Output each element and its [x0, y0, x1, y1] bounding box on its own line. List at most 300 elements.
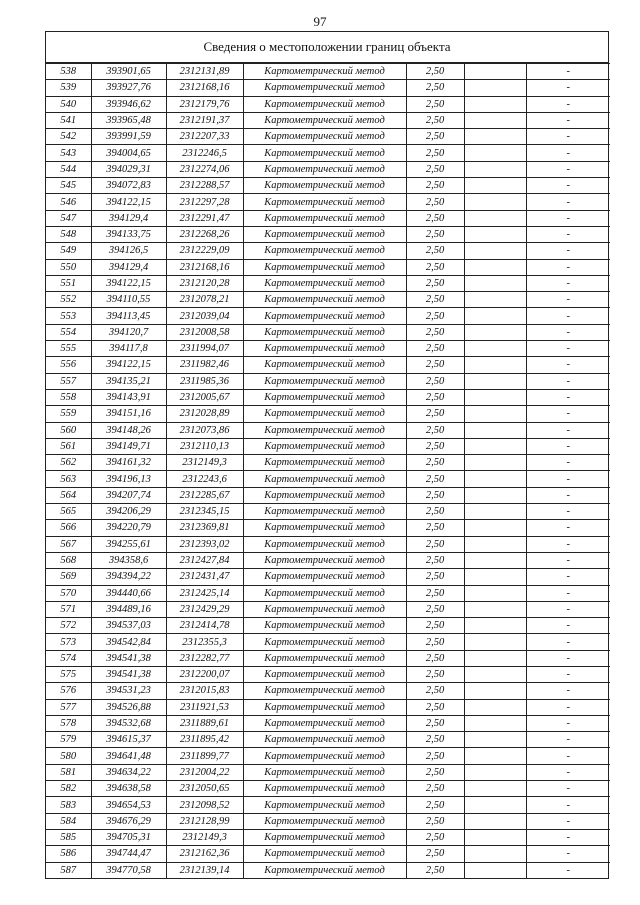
point-number-cell: 583 — [46, 797, 91, 813]
method-cell: Картометрический метод — [243, 161, 406, 177]
accuracy-cell: 2,50 — [406, 406, 464, 422]
accuracy-cell: 2,50 — [406, 683, 464, 699]
y-coordinate-cell: 2312297,28 — [166, 194, 243, 210]
method-cell: Картометрический метод — [243, 341, 406, 357]
accuracy-cell: 2,50 — [406, 781, 464, 797]
point-number-cell: 561 — [46, 438, 91, 454]
table-row — [46, 650, 610, 666]
table-row — [46, 438, 610, 454]
x-coordinate-cell: 393946,62 — [91, 96, 166, 112]
accuracy-cell: 2,50 — [406, 129, 464, 145]
method-cell: Картометрический метод — [243, 406, 406, 422]
extra-cell — [464, 471, 526, 487]
x-coordinate-cell: 394207,74 — [91, 487, 166, 503]
x-coordinate-cell: 394440,66 — [91, 585, 166, 601]
extra-cell — [464, 504, 526, 520]
point-number-cell: 538 — [46, 64, 91, 80]
x-coordinate-cell: 394161,32 — [91, 455, 166, 471]
point-number-cell: 585 — [46, 829, 91, 845]
extra-cell — [464, 455, 526, 471]
extra-cell — [464, 194, 526, 210]
accuracy-cell: 2,50 — [406, 178, 464, 194]
x-coordinate-cell: 394029,31 — [91, 161, 166, 177]
description-cell: - — [526, 64, 610, 80]
y-coordinate-cell: 2312078,21 — [166, 292, 243, 308]
extra-cell — [464, 585, 526, 601]
accuracy-cell: 2,50 — [406, 601, 464, 617]
method-cell: Картометрический метод — [243, 634, 406, 650]
description-cell: - — [526, 129, 610, 145]
description-cell: - — [526, 178, 610, 194]
table-row — [46, 715, 610, 731]
method-cell: Картометрический метод — [243, 715, 406, 731]
accuracy-cell: 2,50 — [406, 797, 464, 813]
x-coordinate-cell: 393965,48 — [91, 112, 166, 128]
description-cell: - — [526, 357, 610, 373]
accuracy-cell: 2,50 — [406, 80, 464, 96]
point-number-cell: 586 — [46, 846, 91, 862]
x-coordinate-cell: 394638,58 — [91, 781, 166, 797]
description-cell: - — [526, 210, 610, 226]
point-number-cell: 570 — [46, 585, 91, 601]
extra-cell — [464, 699, 526, 715]
description-cell: - — [526, 243, 610, 259]
method-cell: Картометрический метод — [243, 145, 406, 161]
accuracy-cell: 2,50 — [406, 145, 464, 161]
accuracy-cell: 2,50 — [406, 292, 464, 308]
method-cell: Картометрический метод — [243, 422, 406, 438]
accuracy-cell: 2,50 — [406, 324, 464, 340]
x-coordinate-cell: 394489,16 — [91, 601, 166, 617]
point-number-cell: 579 — [46, 732, 91, 748]
y-coordinate-cell: 2311985,36 — [166, 373, 243, 389]
method-cell: Картометрический метод — [243, 226, 406, 242]
description-cell: - — [526, 194, 610, 210]
y-coordinate-cell: 2312200,07 — [166, 666, 243, 682]
x-coordinate-cell: 394072,83 — [91, 178, 166, 194]
accuracy-cell: 2,50 — [406, 715, 464, 731]
x-coordinate-cell: 394634,22 — [91, 764, 166, 780]
point-number-cell: 557 — [46, 373, 91, 389]
y-coordinate-cell: 2312425,14 — [166, 585, 243, 601]
accuracy-cell: 2,50 — [406, 96, 464, 112]
table-row — [46, 813, 610, 829]
method-cell: Картометрический метод — [243, 781, 406, 797]
x-coordinate-cell: 394151,16 — [91, 406, 166, 422]
method-cell: Картометрический метод — [243, 862, 406, 878]
y-coordinate-cell: 2312207,33 — [166, 129, 243, 145]
point-number-cell: 556 — [46, 357, 91, 373]
accuracy-cell: 2,50 — [406, 243, 464, 259]
y-coordinate-cell: 2312004,22 — [166, 764, 243, 780]
description-cell: - — [526, 520, 610, 536]
point-number-cell: 544 — [46, 161, 91, 177]
method-cell: Картометрический метод — [243, 699, 406, 715]
point-number-cell: 563 — [46, 471, 91, 487]
table-row — [46, 259, 610, 275]
coordinates-table — [46, 63, 610, 878]
x-coordinate-cell: 394122,15 — [91, 357, 166, 373]
description-cell: - — [526, 341, 610, 357]
accuracy-cell: 2,50 — [406, 161, 464, 177]
y-coordinate-cell: 2311982,46 — [166, 357, 243, 373]
y-coordinate-cell: 2312149,3 — [166, 829, 243, 845]
method-cell: Картометрический метод — [243, 112, 406, 128]
table-row — [46, 112, 610, 128]
extra-cell — [464, 292, 526, 308]
extra-cell — [464, 357, 526, 373]
accuracy-cell: 2,50 — [406, 829, 464, 845]
description-cell: - — [526, 715, 610, 731]
y-coordinate-cell: 2312246,5 — [166, 145, 243, 161]
description-cell: - — [526, 797, 610, 813]
point-number-cell: 552 — [46, 292, 91, 308]
table-row — [46, 781, 610, 797]
method-cell: Картометрический метод — [243, 210, 406, 226]
x-coordinate-cell: 394004,65 — [91, 145, 166, 161]
point-number-cell: 554 — [46, 324, 91, 340]
method-cell: Картометрический метод — [243, 650, 406, 666]
y-coordinate-cell: 2312005,67 — [166, 389, 243, 405]
description-cell: - — [526, 748, 610, 764]
method-cell: Картометрический метод — [243, 732, 406, 748]
point-number-cell: 576 — [46, 683, 91, 699]
extra-cell — [464, 129, 526, 145]
y-coordinate-cell: 2312110,13 — [166, 438, 243, 454]
table-row — [46, 764, 610, 780]
extra-cell — [464, 341, 526, 357]
description-cell: - — [526, 145, 610, 161]
y-coordinate-cell: 2312073,86 — [166, 422, 243, 438]
y-coordinate-cell: 2312291,47 — [166, 210, 243, 226]
x-coordinate-cell: 394615,37 — [91, 732, 166, 748]
method-cell: Картометрический метод — [243, 455, 406, 471]
accuracy-cell: 2,50 — [406, 748, 464, 764]
method-cell: Картометрический метод — [243, 129, 406, 145]
table-row — [46, 829, 610, 845]
point-number-cell: 549 — [46, 243, 91, 259]
description-cell: - — [526, 259, 610, 275]
point-number-cell: 553 — [46, 308, 91, 324]
method-cell: Картометрический метод — [243, 748, 406, 764]
table-row — [46, 862, 610, 878]
accuracy-cell: 2,50 — [406, 552, 464, 568]
table-row — [46, 129, 610, 145]
accuracy-cell: 2,50 — [406, 732, 464, 748]
accuracy-cell: 2,50 — [406, 438, 464, 454]
method-cell: Картометрический метод — [243, 846, 406, 862]
boundary-table-container — [45, 31, 609, 879]
table-row — [46, 422, 610, 438]
y-coordinate-cell: 2312243,6 — [166, 471, 243, 487]
description-cell: - — [526, 683, 610, 699]
point-number-cell: 567 — [46, 536, 91, 552]
point-number-cell: 546 — [46, 194, 91, 210]
table-row — [46, 471, 610, 487]
x-coordinate-cell: 394542,84 — [91, 634, 166, 650]
point-number-cell: 575 — [46, 666, 91, 682]
accuracy-cell: 2,50 — [406, 520, 464, 536]
extra-cell — [464, 243, 526, 259]
point-number-cell: 573 — [46, 634, 91, 650]
accuracy-cell: 2,50 — [406, 569, 464, 585]
x-coordinate-cell: 394541,38 — [91, 666, 166, 682]
table-row — [46, 666, 610, 682]
table-row — [46, 389, 610, 405]
extra-cell — [464, 96, 526, 112]
accuracy-cell: 2,50 — [406, 357, 464, 373]
method-cell: Картометрический метод — [243, 536, 406, 552]
y-coordinate-cell: 2312414,78 — [166, 618, 243, 634]
x-coordinate-cell: 394531,23 — [91, 683, 166, 699]
x-coordinate-cell: 394196,13 — [91, 471, 166, 487]
description-cell: - — [526, 699, 610, 715]
accuracy-cell: 2,50 — [406, 341, 464, 357]
table-row — [46, 504, 610, 520]
x-coordinate-cell: 394143,91 — [91, 389, 166, 405]
method-cell: Картометрический метод — [243, 569, 406, 585]
description-cell: - — [526, 781, 610, 797]
y-coordinate-cell: 2312355,3 — [166, 634, 243, 650]
table-row — [46, 569, 610, 585]
extra-cell — [464, 536, 526, 552]
table-row — [46, 275, 610, 291]
table-row — [46, 455, 610, 471]
description-cell: - — [526, 618, 610, 634]
extra-cell — [464, 259, 526, 275]
table-row — [46, 585, 610, 601]
point-number-cell: 578 — [46, 715, 91, 731]
point-number-cell: 541 — [46, 112, 91, 128]
method-cell: Картометрический метод — [243, 373, 406, 389]
description-cell: - — [526, 96, 610, 112]
extra-cell — [464, 569, 526, 585]
x-coordinate-cell: 394129,4 — [91, 259, 166, 275]
description-cell: - — [526, 389, 610, 405]
method-cell: Картометрический метод — [243, 292, 406, 308]
table-row — [46, 732, 610, 748]
x-coordinate-cell: 394148,26 — [91, 422, 166, 438]
table-row — [46, 683, 610, 699]
method-cell: Картометрический метод — [243, 585, 406, 601]
y-coordinate-cell: 2312285,67 — [166, 487, 243, 503]
extra-cell — [464, 389, 526, 405]
x-coordinate-cell: 393901,65 — [91, 64, 166, 80]
method-cell: Картометрический метод — [243, 80, 406, 96]
extra-cell — [464, 813, 526, 829]
accuracy-cell: 2,50 — [406, 455, 464, 471]
point-number-cell: 559 — [46, 406, 91, 422]
extra-cell — [464, 618, 526, 634]
point-number-cell: 581 — [46, 764, 91, 780]
description-cell: - — [526, 455, 610, 471]
extra-cell — [464, 226, 526, 242]
table-row — [46, 618, 610, 634]
table-row — [46, 373, 610, 389]
accuracy-cell: 2,50 — [406, 259, 464, 275]
description-cell: - — [526, 487, 610, 503]
description-cell: - — [526, 275, 610, 291]
y-coordinate-cell: 2312008,58 — [166, 324, 243, 340]
method-cell: Картометрический метод — [243, 601, 406, 617]
y-coordinate-cell: 2312050,65 — [166, 781, 243, 797]
description-cell: - — [526, 536, 610, 552]
y-coordinate-cell: 2312429,29 — [166, 601, 243, 617]
table-row — [46, 846, 610, 862]
description-cell: - — [526, 324, 610, 340]
method-cell: Картометрический метод — [243, 813, 406, 829]
extra-cell — [464, 438, 526, 454]
extra-cell — [464, 308, 526, 324]
method-cell: Картометрический метод — [243, 829, 406, 845]
extra-cell — [464, 601, 526, 617]
extra-cell — [464, 80, 526, 96]
point-number-cell: 582 — [46, 781, 91, 797]
extra-cell — [464, 324, 526, 340]
point-number-cell: 540 — [46, 96, 91, 112]
description-cell: - — [526, 601, 610, 617]
point-number-cell: 555 — [46, 341, 91, 357]
table-row — [46, 601, 610, 617]
method-cell: Картометрический метод — [243, 487, 406, 503]
description-cell: - — [526, 422, 610, 438]
x-coordinate-cell: 394641,48 — [91, 748, 166, 764]
accuracy-cell: 2,50 — [406, 389, 464, 405]
point-number-cell: 574 — [46, 650, 91, 666]
y-coordinate-cell: 2312393,02 — [166, 536, 243, 552]
extra-cell — [464, 781, 526, 797]
point-number-cell: 551 — [46, 275, 91, 291]
method-cell: Картометрический метод — [243, 324, 406, 340]
method-cell: Картометрический метод — [243, 520, 406, 536]
point-number-cell: 572 — [46, 618, 91, 634]
y-coordinate-cell: 2312139,14 — [166, 862, 243, 878]
point-number-cell: 539 — [46, 80, 91, 96]
table-row — [46, 406, 610, 422]
x-coordinate-cell: 394541,38 — [91, 650, 166, 666]
x-coordinate-cell: 394133,75 — [91, 226, 166, 242]
x-coordinate-cell: 394206,29 — [91, 504, 166, 520]
y-coordinate-cell: 2312179,76 — [166, 96, 243, 112]
accuracy-cell: 2,50 — [406, 422, 464, 438]
point-number-cell: 545 — [46, 178, 91, 194]
extra-cell — [464, 422, 526, 438]
point-number-cell: 571 — [46, 601, 91, 617]
accuracy-cell: 2,50 — [406, 618, 464, 634]
point-number-cell: 560 — [46, 422, 91, 438]
accuracy-cell: 2,50 — [406, 373, 464, 389]
y-coordinate-cell: 2312039,04 — [166, 308, 243, 324]
description-cell: - — [526, 846, 610, 862]
extra-cell — [464, 829, 526, 845]
description-cell: - — [526, 373, 610, 389]
x-coordinate-cell: 394110,55 — [91, 292, 166, 308]
x-coordinate-cell: 394129,4 — [91, 210, 166, 226]
accuracy-cell: 2,50 — [406, 813, 464, 829]
extra-cell — [464, 520, 526, 536]
table-row — [46, 145, 610, 161]
extra-cell — [464, 634, 526, 650]
extra-cell — [464, 210, 526, 226]
x-coordinate-cell: 394113,45 — [91, 308, 166, 324]
y-coordinate-cell: 2312120,28 — [166, 275, 243, 291]
table-row — [46, 161, 610, 177]
y-coordinate-cell: 2312282,77 — [166, 650, 243, 666]
extra-cell — [464, 373, 526, 389]
accuracy-cell: 2,50 — [406, 487, 464, 503]
x-coordinate-cell: 394744,47 — [91, 846, 166, 862]
method-cell: Картометрический метод — [243, 618, 406, 634]
method-cell: Картометрический метод — [243, 471, 406, 487]
accuracy-cell: 2,50 — [406, 764, 464, 780]
description-cell: - — [526, 764, 610, 780]
accuracy-cell: 2,50 — [406, 650, 464, 666]
y-coordinate-cell: 2312345,15 — [166, 504, 243, 520]
extra-cell — [464, 797, 526, 813]
x-coordinate-cell: 394120,7 — [91, 324, 166, 340]
point-number-cell: 548 — [46, 226, 91, 242]
point-number-cell: 543 — [46, 145, 91, 161]
x-coordinate-cell: 394676,29 — [91, 813, 166, 829]
y-coordinate-cell: 2312028,89 — [166, 406, 243, 422]
description-cell: - — [526, 292, 610, 308]
description-cell: - — [526, 552, 610, 568]
y-coordinate-cell: 2311889,61 — [166, 715, 243, 731]
description-cell: - — [526, 829, 610, 845]
description-cell: - — [526, 813, 610, 829]
accuracy-cell: 2,50 — [406, 536, 464, 552]
description-cell: - — [526, 666, 610, 682]
table-row — [46, 194, 610, 210]
x-coordinate-cell: 394126,5 — [91, 243, 166, 259]
description-cell: - — [526, 80, 610, 96]
point-number-cell: 580 — [46, 748, 91, 764]
extra-cell — [464, 406, 526, 422]
y-coordinate-cell: 2312427,84 — [166, 552, 243, 568]
x-coordinate-cell: 394220,79 — [91, 520, 166, 536]
y-coordinate-cell: 2312128,99 — [166, 813, 243, 829]
table-row — [46, 748, 610, 764]
y-coordinate-cell: 2312168,16 — [166, 259, 243, 275]
y-coordinate-cell: 2312431,47 — [166, 569, 243, 585]
y-coordinate-cell: 2312191,37 — [166, 112, 243, 128]
extra-cell — [464, 764, 526, 780]
accuracy-cell: 2,50 — [406, 275, 464, 291]
y-coordinate-cell: 2312015,83 — [166, 683, 243, 699]
description-cell: - — [526, 112, 610, 128]
extra-cell — [464, 715, 526, 731]
extra-cell — [464, 112, 526, 128]
x-coordinate-cell: 394135,21 — [91, 373, 166, 389]
method-cell: Картометрический метод — [243, 275, 406, 291]
x-coordinate-cell: 394526,88 — [91, 699, 166, 715]
accuracy-cell: 2,50 — [406, 64, 464, 80]
table-row — [46, 178, 610, 194]
description-cell: - — [526, 504, 610, 520]
method-cell: Картометрический метод — [243, 666, 406, 682]
x-coordinate-cell: 394654,53 — [91, 797, 166, 813]
accuracy-cell: 2,50 — [406, 862, 464, 878]
y-coordinate-cell: 2312149,3 — [166, 455, 243, 471]
table-row — [46, 80, 610, 96]
point-number-cell: 569 — [46, 569, 91, 585]
accuracy-cell: 2,50 — [406, 471, 464, 487]
y-coordinate-cell: 2312098,52 — [166, 797, 243, 813]
x-coordinate-cell: 393927,76 — [91, 80, 166, 96]
table-row — [46, 292, 610, 308]
x-coordinate-cell: 394149,71 — [91, 438, 166, 454]
x-coordinate-cell: 394358,6 — [91, 552, 166, 568]
